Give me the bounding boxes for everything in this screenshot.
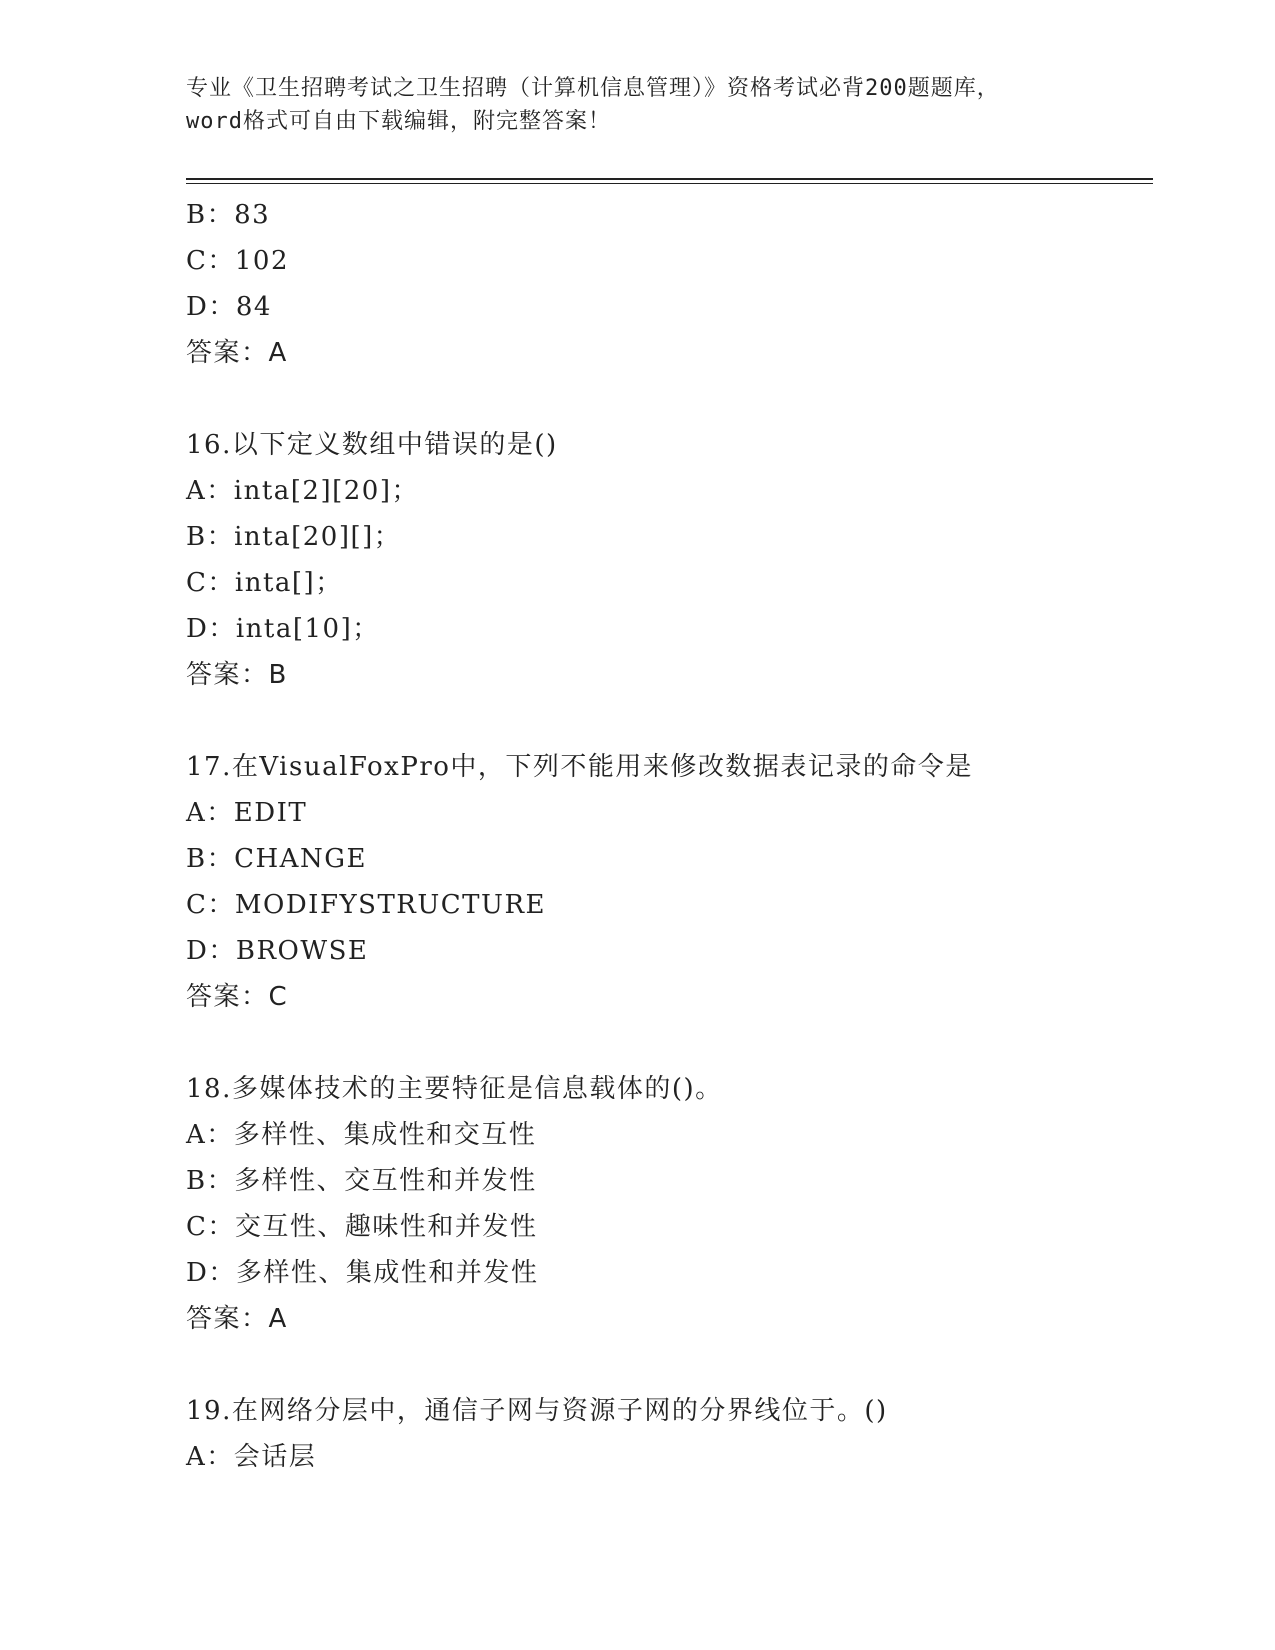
header-title-line-1: 专业《卫生招聘考试之卫生招聘（计算机信息管理）》资格考试必背200题题库，: [186, 76, 1000, 101]
option-a: A：多样性、集成性和交互性: [186, 1120, 537, 1150]
header-title-line-2: word格式可自由下载编辑，附完整答案！: [186, 109, 611, 134]
header-divider-thick: [186, 178, 1153, 180]
question-stem: 19.在网络分层中，通信子网与资源子网的分界线位于。(): [186, 1396, 888, 1426]
answer-line: 答案：B: [186, 660, 288, 690]
option-d: D：84: [186, 292, 272, 322]
header-divider-thin: [186, 183, 1153, 184]
option-a: A：inta[2][20]；: [186, 476, 419, 506]
option-d: D：多样性、集成性和并发性: [186, 1258, 539, 1288]
option-b: B：CHANGE: [186, 844, 367, 874]
question-16: [186, 422, 1166, 698]
option-d: D：inta[10]；: [186, 614, 380, 644]
option-a: A：会话层: [186, 1442, 317, 1472]
option-c: C：交互性、趣味性和并发性: [186, 1212, 538, 1242]
question-19: [186, 1388, 1166, 1480]
answer-line: 答案：A: [186, 1304, 288, 1334]
option-c: C：MODIFYSTRUCTURE: [186, 890, 546, 920]
question-18: [186, 1066, 1166, 1342]
option-b: B：多样性、交互性和并发性: [186, 1166, 537, 1196]
option-c: C：102: [186, 246, 290, 276]
option-c: C：inta[]；: [186, 568, 343, 598]
question-stem: 18.多媒体技术的主要特征是信息载体的()。: [186, 1074, 723, 1104]
question-15-fragment: [186, 192, 1166, 376]
document-header: [186, 72, 1086, 138]
option-a: A：EDIT: [186, 798, 308, 828]
question-stem: 17.在VisualFoxPro中，下列不能用来修改数据表记录的命令是: [186, 752, 973, 782]
answer-line: 答案：C: [186, 982, 289, 1012]
answer-line: 答案：A: [186, 338, 288, 368]
option-b: B：inta[20][]；: [186, 522, 402, 552]
question-list: [186, 192, 1166, 1480]
option-b: B：83: [186, 200, 271, 230]
question-17: [186, 744, 1166, 1020]
option-d: D：BROWSE: [186, 936, 369, 966]
question-stem: 16.以下定义数组中错误的是(): [186, 430, 558, 460]
